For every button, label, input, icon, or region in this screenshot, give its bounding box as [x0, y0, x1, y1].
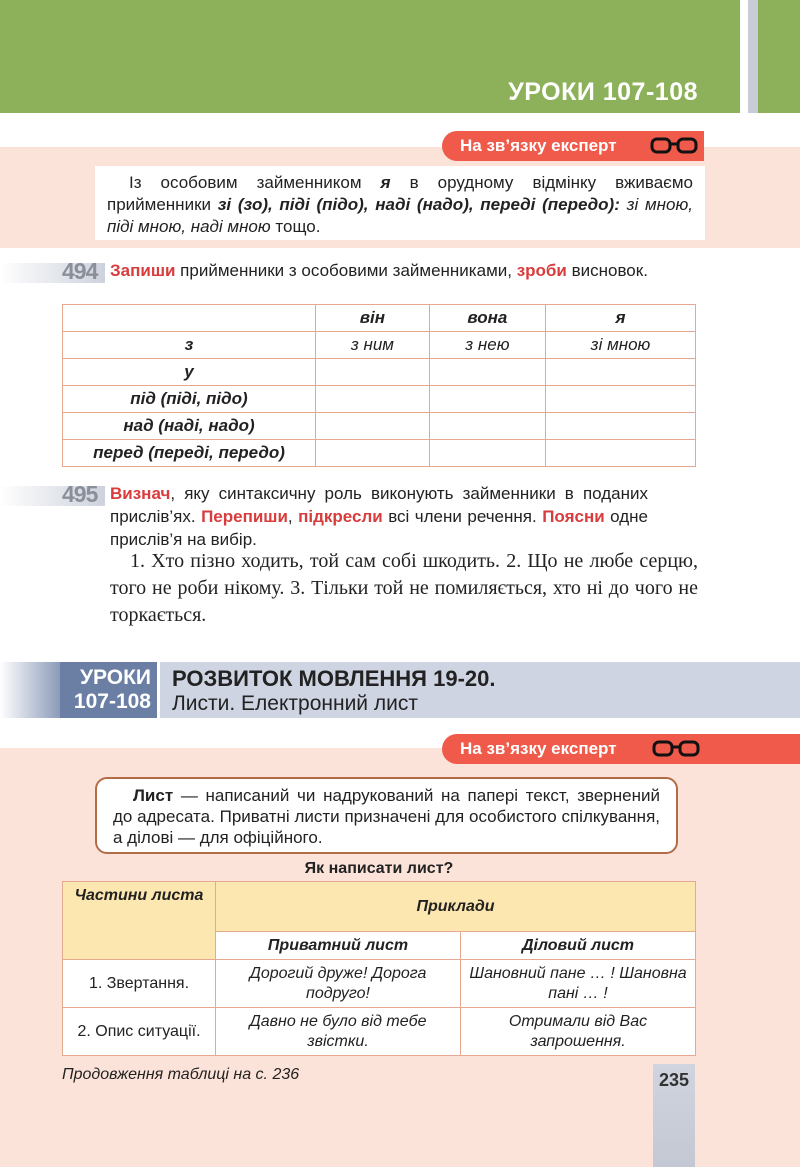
exercise-495-text — [110, 482, 648, 551]
table-cell: під (піді, підо) — [63, 386, 316, 413]
rule-text: в орудному відмінку вживаємо прийменники — [107, 173, 693, 214]
command-underline: підкресли — [298, 507, 383, 526]
rule-highlight: зі (зо), піді (підо), наді (надо), переді (передо): — [217, 195, 620, 214]
table-cell — [546, 386, 696, 413]
rule-example: зі мною, піді мною, наді мною — [107, 195, 693, 236]
table-cell: з ним — [316, 332, 430, 359]
lesson-label-fade — [0, 662, 60, 718]
table-header-cell — [63, 305, 316, 332]
table-cell: з — [63, 332, 316, 359]
table-cell — [546, 359, 696, 386]
table-cell: зі мною — [546, 332, 696, 359]
command-write: Запиши — [110, 261, 176, 280]
col-header-business: Діловий лист — [461, 932, 696, 960]
lessons-title: УРОКИ 107-108 — [508, 78, 698, 106]
header-band-right — [758, 0, 800, 113]
col-header-examples: Приклади — [216, 882, 696, 932]
expert-banner-1 — [442, 131, 704, 161]
header-side-strip — [748, 0, 758, 113]
lesson-subtitle: Листи. Електронний лист — [172, 692, 418, 715]
exercise-494-text — [110, 259, 648, 282]
exercise-text: прийменники з особовими займенниками, — [175, 261, 517, 280]
prepositions-table — [62, 304, 696, 467]
table-row — [63, 1008, 696, 1056]
col-header-private: Приватний лист — [216, 932, 461, 960]
table-row — [63, 359, 696, 386]
table-row — [63, 332, 696, 359]
exercise-text: висновок. — [566, 261, 648, 280]
table-cell — [316, 359, 430, 386]
exercise-text: , яку синтаксичну роль виконують займенники в поданих прислів’ях. — [110, 484, 648, 526]
table-cell: Давно не було від тебе звістки. — [216, 1008, 461, 1056]
expert-banner-label: На зв’язку експерт — [460, 136, 617, 155]
letter-table-caption: Як написати лист? — [304, 860, 454, 877]
lesson-heading — [160, 662, 800, 718]
table-cell: Шановний пане … ! Шановна пані … ! — [461, 960, 696, 1008]
rule-text: Із особовим займенником — [129, 173, 381, 192]
table-cell: 1. Звертання. — [63, 960, 216, 1008]
exercise-number-495: 495 — [62, 481, 98, 507]
definition-term: Лист — [133, 786, 174, 805]
table-cell: Дорогий друже! Дорога подруго! — [216, 960, 461, 1008]
letter-table — [62, 881, 696, 1056]
definition-text: — написаний чи надрукований на папері текст, звернений до адресата. Приватні листи призначені для особистого спілкування, а ділові — для офіційного. — [113, 786, 660, 847]
table-row — [63, 386, 696, 413]
table-cell — [429, 386, 545, 413]
table-cell: у — [63, 359, 316, 386]
command-make: зроби — [516, 261, 567, 280]
table-cell: 2. Опис ситуації. — [63, 1008, 216, 1056]
glasses-icon — [650, 137, 698, 155]
lesson-label-line1: УРОКИ — [79, 666, 151, 689]
rule-box-letter — [95, 777, 678, 854]
header-divider — [740, 0, 748, 113]
lesson-title: РОЗВИТОК МОВЛЕННЯ 19-20. — [172, 666, 496, 691]
exercise-text: , — [287, 507, 299, 526]
table-cell: над (наді, надо) — [63, 413, 316, 440]
table-header-row — [63, 305, 696, 332]
table-header-cell: він — [316, 305, 430, 332]
table-cell — [546, 413, 696, 440]
lesson-label-line2: 107-108 — [73, 690, 151, 713]
table-cell: з нею — [429, 332, 545, 359]
exercise-text: всі члени речення. — [382, 507, 543, 526]
table-cell — [546, 440, 696, 467]
exercise-number-494: 494 — [62, 258, 98, 284]
command-rewrite: Перепиши — [201, 507, 288, 526]
col-header-parts: Частини листа — [63, 882, 216, 960]
continuation-note: Продовження таблиці на с. 236 — [62, 1066, 300, 1083]
table-cell: Отримали від Вас запрошення. — [461, 1008, 696, 1056]
proverbs-text: 1. Хто пізно ходить, той сам собі шкодить. 2. Що не любе серцю, того не роби нікому. 3. Тільки той не помиляється, хто ні до чого не торкається. — [110, 550, 698, 626]
table-row — [63, 440, 696, 467]
rule-highlight: я — [380, 173, 391, 192]
table-row — [63, 413, 696, 440]
command-determine: Визнач — [110, 484, 171, 503]
table-cell — [316, 440, 430, 467]
rule-box-prepositions — [95, 166, 705, 240]
table-cell — [429, 359, 545, 386]
expert-banner-2 — [442, 734, 800, 764]
table-cell — [316, 386, 430, 413]
table-cell — [429, 413, 545, 440]
rule-text: тощо. — [270, 217, 321, 236]
command-explain: Поясни — [542, 507, 605, 526]
exercise-text: одне прислів’я на вибір. — [110, 507, 648, 549]
table-cell: перед (переді, передо) — [63, 440, 316, 467]
lesson-label — [60, 662, 157, 718]
glasses-icon — [652, 740, 700, 758]
page-number: 235 — [658, 1070, 690, 1090]
table-cell — [429, 440, 545, 467]
expert-banner-label: На зв’язку експерт — [460, 739, 617, 758]
table-cell — [316, 413, 430, 440]
table-row — [63, 960, 696, 1008]
table-header-cell: вона — [429, 305, 545, 332]
table-header-cell: я — [546, 305, 696, 332]
